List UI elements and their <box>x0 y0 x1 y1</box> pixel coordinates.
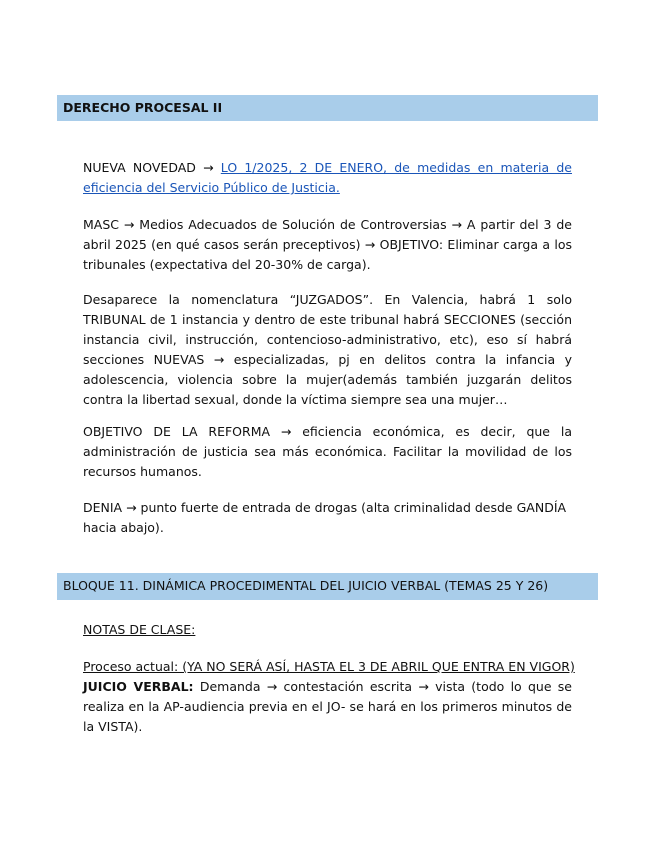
notes-label-text: NOTAS DE CLASE: <box>83 622 196 637</box>
section-heading: DERECHO PROCESAL II <box>57 95 598 121</box>
law-link[interactable]: LO 1/2025, 2 DE ENERO, de medidas en materia de eficiencia del Servicio Público de Justicia. <box>83 160 572 195</box>
juzgados-paragraph: Desaparece la nomenclatura “JUZGADOS”. En Valencia, habrá 1 solo TRIBUNAL de 1 instancia y dentro de este tribunal habrá SECCIONES (sección instancia civil, instrucción, contencioso-administrativo, etc), eso sí habrá secciones NUEVAS → especializadas, pj en delitos contra la infancia y adolescencia, violencia sobre la mujer(además también juzgarán delitos contra la libertad sexual, donde la víctima siempre sea una mujer… <box>83 292 572 407</box>
denia-paragraph: DENIA → punto fuerte de entrada de drogas (alta criminalidad desde GANDÍA hacia abajo). <box>83 500 567 535</box>
reforma-paragraph: OBJETIVO DE LA REFORMA → eficiencia económica, es decir, que la administración de justicia sea más económica. Facilitar la movilidad de los recursos humanos. <box>83 424 572 479</box>
juicio-verbal-text <box>83 677 572 737</box>
block-heading: BLOQUE 11. DINÁMICA PROCEDIMENTAL DEL JUICIO VERBAL (TEMAS 25 Y 26) <box>57 573 598 600</box>
juicio-paragraph <box>83 657 575 737</box>
proceso-actual-line: Proceso actual: (YA NO SERÁ ASÍ, HASTA EL 3 DE ABRIL QUE ENTRA EN VIGOR) <box>83 659 575 674</box>
novedad-prefix: NUEVA NOVEDAD → <box>83 160 221 175</box>
novedad-paragraph <box>83 158 572 198</box>
masc-paragraph: MASC → Medios Adecuados de Solución de Controversias → A partir del 3 de abril 2025 (en qué casos serán preceptivos) → OBJETIVO: Eliminar carga a los tribunales (expectativa del 20-30% de carga). <box>83 217 572 272</box>
juicio-verbal-desc: Demanda → contestación escrita → vista (todo lo que se realiza en la AP-audiencia previa en el JO- se hará en los primeros minutos de la VISTA). <box>83 679 572 734</box>
notes-label <box>83 620 572 640</box>
juicio-verbal-term: JUICIO VERBAL: <box>83 679 194 694</box>
